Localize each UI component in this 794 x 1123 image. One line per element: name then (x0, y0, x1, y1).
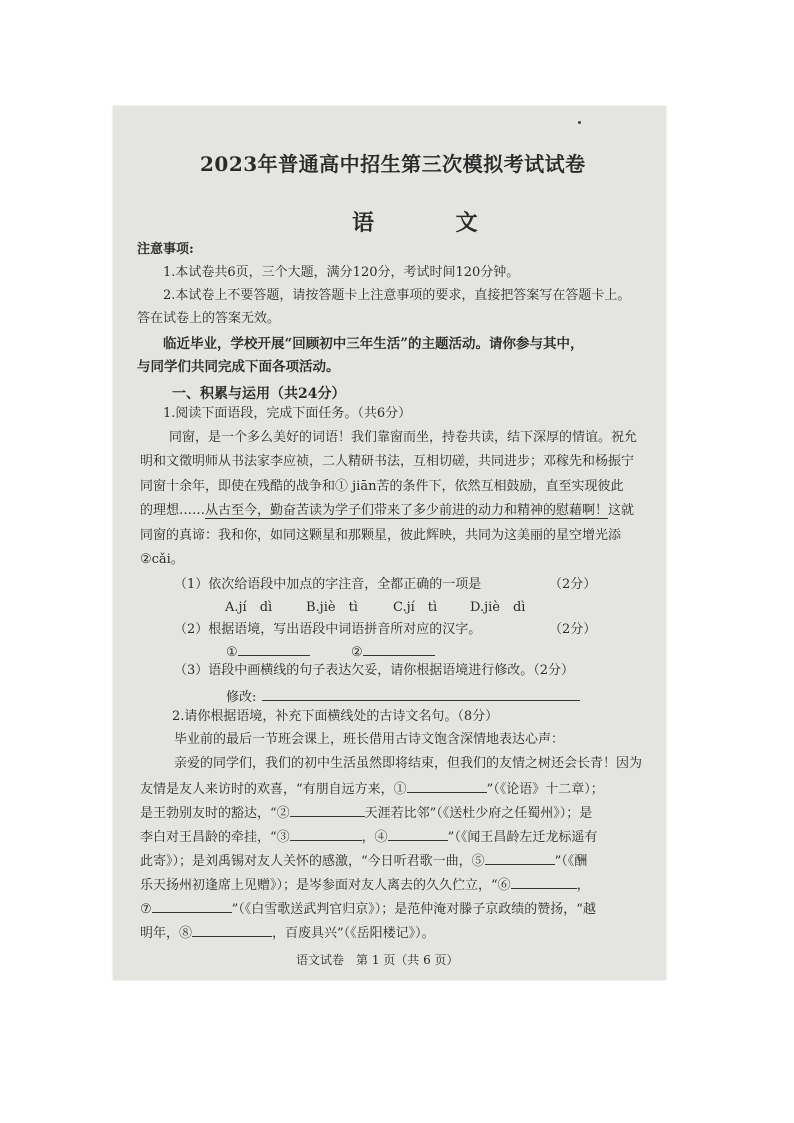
passage-line-4-end: 这就 (608, 503, 635, 518)
q2-line-2: 亲爱的同学们，我们的初中生活虽然即将结束，但我们的友情之树还会长青！因为 (174, 756, 643, 771)
q2-line-3 (140, 780, 604, 797)
q2-line-5-mid: ，④ (361, 830, 388, 845)
notes-heading: 注意事项: (137, 242, 194, 257)
intro-line-1: 临近毕业，学校开展“回顾初中三年生活”的主题活动。请你参与其中， (163, 336, 584, 352)
option-a[interactable]: A.jí dì (225, 600, 273, 615)
sub-question-3: （3）语段中画横线的句子表达欠妥，请你根据语境进行修改。（2分） (174, 663, 575, 678)
q2-line-4-text: 是王勃别友时的豁达，“② (140, 806, 290, 821)
q2-line-3-source: ”（《论语》十二章）； (486, 782, 604, 797)
underlined-sentence: 从古至今，勤奋苦读为学子们带来了多少前进的动力和精神的慰藉啊！ (205, 503, 609, 518)
q2-line-3-text: 友情是友人来访时的欢喜，“有朋自远方来，① (140, 782, 407, 797)
poem-blank-8[interactable] (192, 924, 272, 937)
section-1-heading: 一、积累与运用（共24分） (172, 386, 346, 402)
poem-blank-1[interactable] (407, 780, 487, 793)
page-footer: 语文试卷 第 1 页（共 6 页） (296, 953, 459, 967)
sub-question-1-score: （2分） (549, 577, 597, 592)
passage-line-3: 同窗十余年，即使在残酷的战争和① jiān苦的条件下，依然互相鼓励，直至实现彼此 (140, 479, 624, 494)
q2-line-7-text: 乐天扬州初逢席上见赠》）；是岑参面对友人离去的久久伫立，“⑥ (140, 878, 511, 893)
q2-line-8-source: ”（《白雪歌送武判官归京》）；是范仲淹对滕子京政绩的赞扬，“越 (231, 902, 596, 917)
question-1-prompt: 1.阅读下面语段，完成下面任务。（共6分） (163, 406, 412, 421)
blank-1-line[interactable] (238, 643, 310, 656)
q2-line-5 (140, 828, 597, 845)
q2-line-6-source: ”（《酬 (554, 854, 588, 869)
revise-label: 修改: (226, 690, 257, 705)
question-2-prompt: 2.请你根据语境，补充下面横线处的古诗文名句。（8分） (172, 709, 499, 724)
notes-item-2-cont: 答在试卷上的答案无效。 (137, 311, 281, 326)
revise-answer-line[interactable] (262, 688, 580, 701)
q2-line-5-text: 李白对王昌龄的牵挂，“③ (140, 830, 290, 845)
option-d[interactable]: D.jiè dì (470, 600, 526, 615)
sub-question-1: （1）依次给语段中加点的字注音，全都正确的一项是 (174, 577, 482, 592)
poem-blank-6[interactable] (511, 876, 577, 889)
passage-line-4-start: 的理想…… (140, 503, 206, 518)
q2-line-8 (140, 900, 596, 917)
passage-line-1: 同窗，是一个多么美好的词语！我们靠窗而坐，持卷共读，结下深厚的情谊。祝允 (169, 430, 638, 445)
notes-item-1: 1.本试卷共6页，三个大题，满分120分，考试时间120分钟。 (163, 265, 520, 280)
blank-2-marker: ② (351, 645, 363, 660)
q2-line-4 (140, 804, 592, 821)
q2-line-8-marker: ⑦ (140, 902, 152, 917)
subject-title: 语 文 (352, 210, 504, 236)
poem-blank-4[interactable] (388, 828, 448, 841)
poem-blank-2[interactable] (290, 804, 365, 817)
intro-line-2: 与同学们共同完成下面各项活动。 (137, 359, 340, 375)
option-c[interactable]: C.jí tì (393, 600, 438, 615)
blank-2-line[interactable] (363, 643, 435, 656)
q2-line-7-end: ， (576, 878, 590, 893)
poem-blank-5[interactable] (485, 852, 555, 865)
poem-blank-7[interactable] (152, 900, 232, 913)
q2-line-9-source: ，百废具兴”（《岳阳楼记》）。 (272, 926, 435, 941)
blank-1-marker: ① (226, 645, 238, 660)
q2-line-6 (140, 852, 587, 869)
exam-paper (113, 106, 666, 980)
passage-line-4 (140, 503, 634, 519)
notes-item-2: 2.本试卷上不要答题，请按答题卡上注意事项的要求，直接把答案写在答题卡上。 (163, 288, 631, 303)
speck-mark (578, 121, 581, 124)
q2-line-6-text: 此寄》）；是刘禹锡对友人关怀的感激，“今日听君歌一曲，⑤ (140, 854, 485, 869)
poem-blank-3[interactable] (290, 828, 362, 841)
answer-blank-1[interactable] (226, 643, 310, 660)
q2-line-9 (140, 924, 435, 941)
answer-blank-2[interactable] (351, 643, 435, 660)
revise-row[interactable] (226, 688, 580, 705)
option-b[interactable]: B.jiè tì (306, 600, 358, 615)
sub-question-2: （2）根据语境，写出语段中词语拼音所对应的汉字。 (174, 622, 482, 637)
sub-question-2-score: （2分） (549, 622, 597, 637)
q2-line-5-source: ”（《闻王昌龄左迁龙标遥有 (447, 830, 598, 845)
q2-line-1: 毕业前的最后一节班会课上，班长借用古诗文饱含深情地表达心声： (174, 732, 565, 747)
exam-title: 2023年普通高中招生第三次模拟考试试卷 (200, 152, 586, 176)
q2-line-7 (140, 876, 590, 893)
passage-line-6: ②cǎi。 (140, 552, 184, 567)
q2-line-4-source: 天涯若比邻”（《送杜少府之任蜀州》）；是 (364, 806, 593, 821)
passage-line-2: 明和文徵明师从书法家李应祯，二人精研书法，互相切磋，共同进步；邓稼先和杨振宁 (140, 454, 635, 469)
passage-line-5: 同窗的真谛：我和你，如同这颗星和那颗星，彼此辉映，共同为这美丽的星空增光添 (140, 528, 622, 543)
q2-line-9-text: 明年，⑧ (140, 926, 193, 941)
